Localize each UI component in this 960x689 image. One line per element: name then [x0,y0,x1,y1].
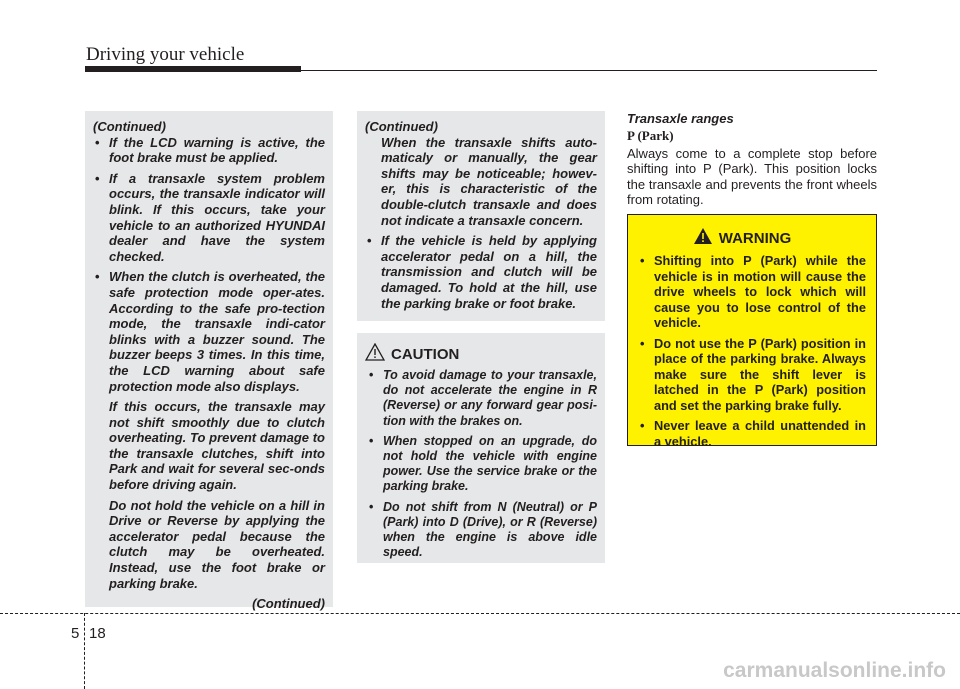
page-number: 18 [89,625,106,642]
footer-divider [84,613,85,689]
caution-title: CAUTION [391,346,460,363]
continued-label-bottom: (Continued) [252,596,325,612]
chapter-number: 5 [71,625,80,642]
paragraph: Do not hold the vehicle on a hill in Drive or Reverse by applying the accelerator pedal because the clutch may be overheated. Instead, use the foot brake or parking brake. [109,497,325,591]
section-heading: Transaxle ranges [627,111,734,126]
continued-label-top: (Continued) [93,119,166,134]
caution-list [367,368,597,560]
warning-box [627,214,877,449]
continued-box-middle [357,111,605,321]
list-item: • When stopped on an upgrade, do not hold the vehicle with engine power. Use the service brake or the parking brake. [367,434,597,495]
warning-header [618,227,866,250]
paragraph: When the transaxle shifts auto-maticaly or manually, the gear shifts may be noticeable; howev-er, this is characteristic of the double-clutch transaxle and does not indicate a transaxle concern. [381,134,597,228]
warning-list [638,253,866,449]
continued-label-top: (Continued) [365,119,438,134]
caution-triangle-icon [365,343,385,366]
footer-rule [0,613,960,614]
list-item: • Shifting into P (Park) while the vehicle is in motion will cause the drive wheels to lock which will cause you to lose control of the vehicle. [638,253,866,331]
header-rule-thin [301,70,877,71]
continued-box-left [85,111,333,612]
list-item: • Never leave a child unattended in a vehicle. [638,418,866,449]
list-item: • When the clutch is overheated, the safe protection mode oper-ates. According to the safe pro-tection mode, the transaxle indi-cator blinks with a buzzer sound. The buzzer beeps 3 times. In this time, the LCD warning about safe protection mode also displays. [93,269,325,394]
list-item: • If the vehicle is held by applying accelerator pedal on a hill, the transmission and clutch will be damaged. To hold at the hill, use the parking brake or foot brake. [365,233,597,311]
caution-header [365,343,597,366]
caution-box [357,333,605,563]
bullet-list [93,135,325,395]
list-item: • If the LCD warning is active, the foot brake must be applied. [93,135,325,166]
section-subheading: P (Park) [627,128,674,143]
warning-title: WARNING [718,230,792,247]
list-item: • To avoid damage to your transaxle, do not accelerate the engine in R (Reverse) or any forward gear posi-tion with the brakes on. [367,368,597,429]
page-header-title: Driving your vehicle [86,44,245,65]
bullet-list [365,233,597,311]
list-item: • Do not shift from N (Neutral) or P (Park) into D (Drive), or R (Reverse) when the engine is above idle speed. [367,500,597,561]
warning-triangle-icon [693,227,713,250]
list-item: • If a transaxle system problem occurs, the transaxle indicator will blink. If this occurs, take your vehicle to an authorized HYUNDAI dealer and have the system checked. [93,171,325,265]
list-item: • Do not use the P (Park) position in place of the parking brake. Always make sure the shift lever is latched in the P (Park) position and set the parking brake fully. [638,336,866,414]
watermark: carmanualsonline.info [723,659,946,682]
header-rule-thick [85,66,301,72]
paragraph: If this occurs, the transaxle may not shift smoothly due to clutch overheating. To prevent damage to the transaxle clutches, shift into Park and wait for several sec-onds before driving again. [109,399,325,493]
section-body-text: Always come to a complete stop before shifting into P (Park). This position locks the transaxle and prevents the front wheels from rotating. [627,146,877,208]
